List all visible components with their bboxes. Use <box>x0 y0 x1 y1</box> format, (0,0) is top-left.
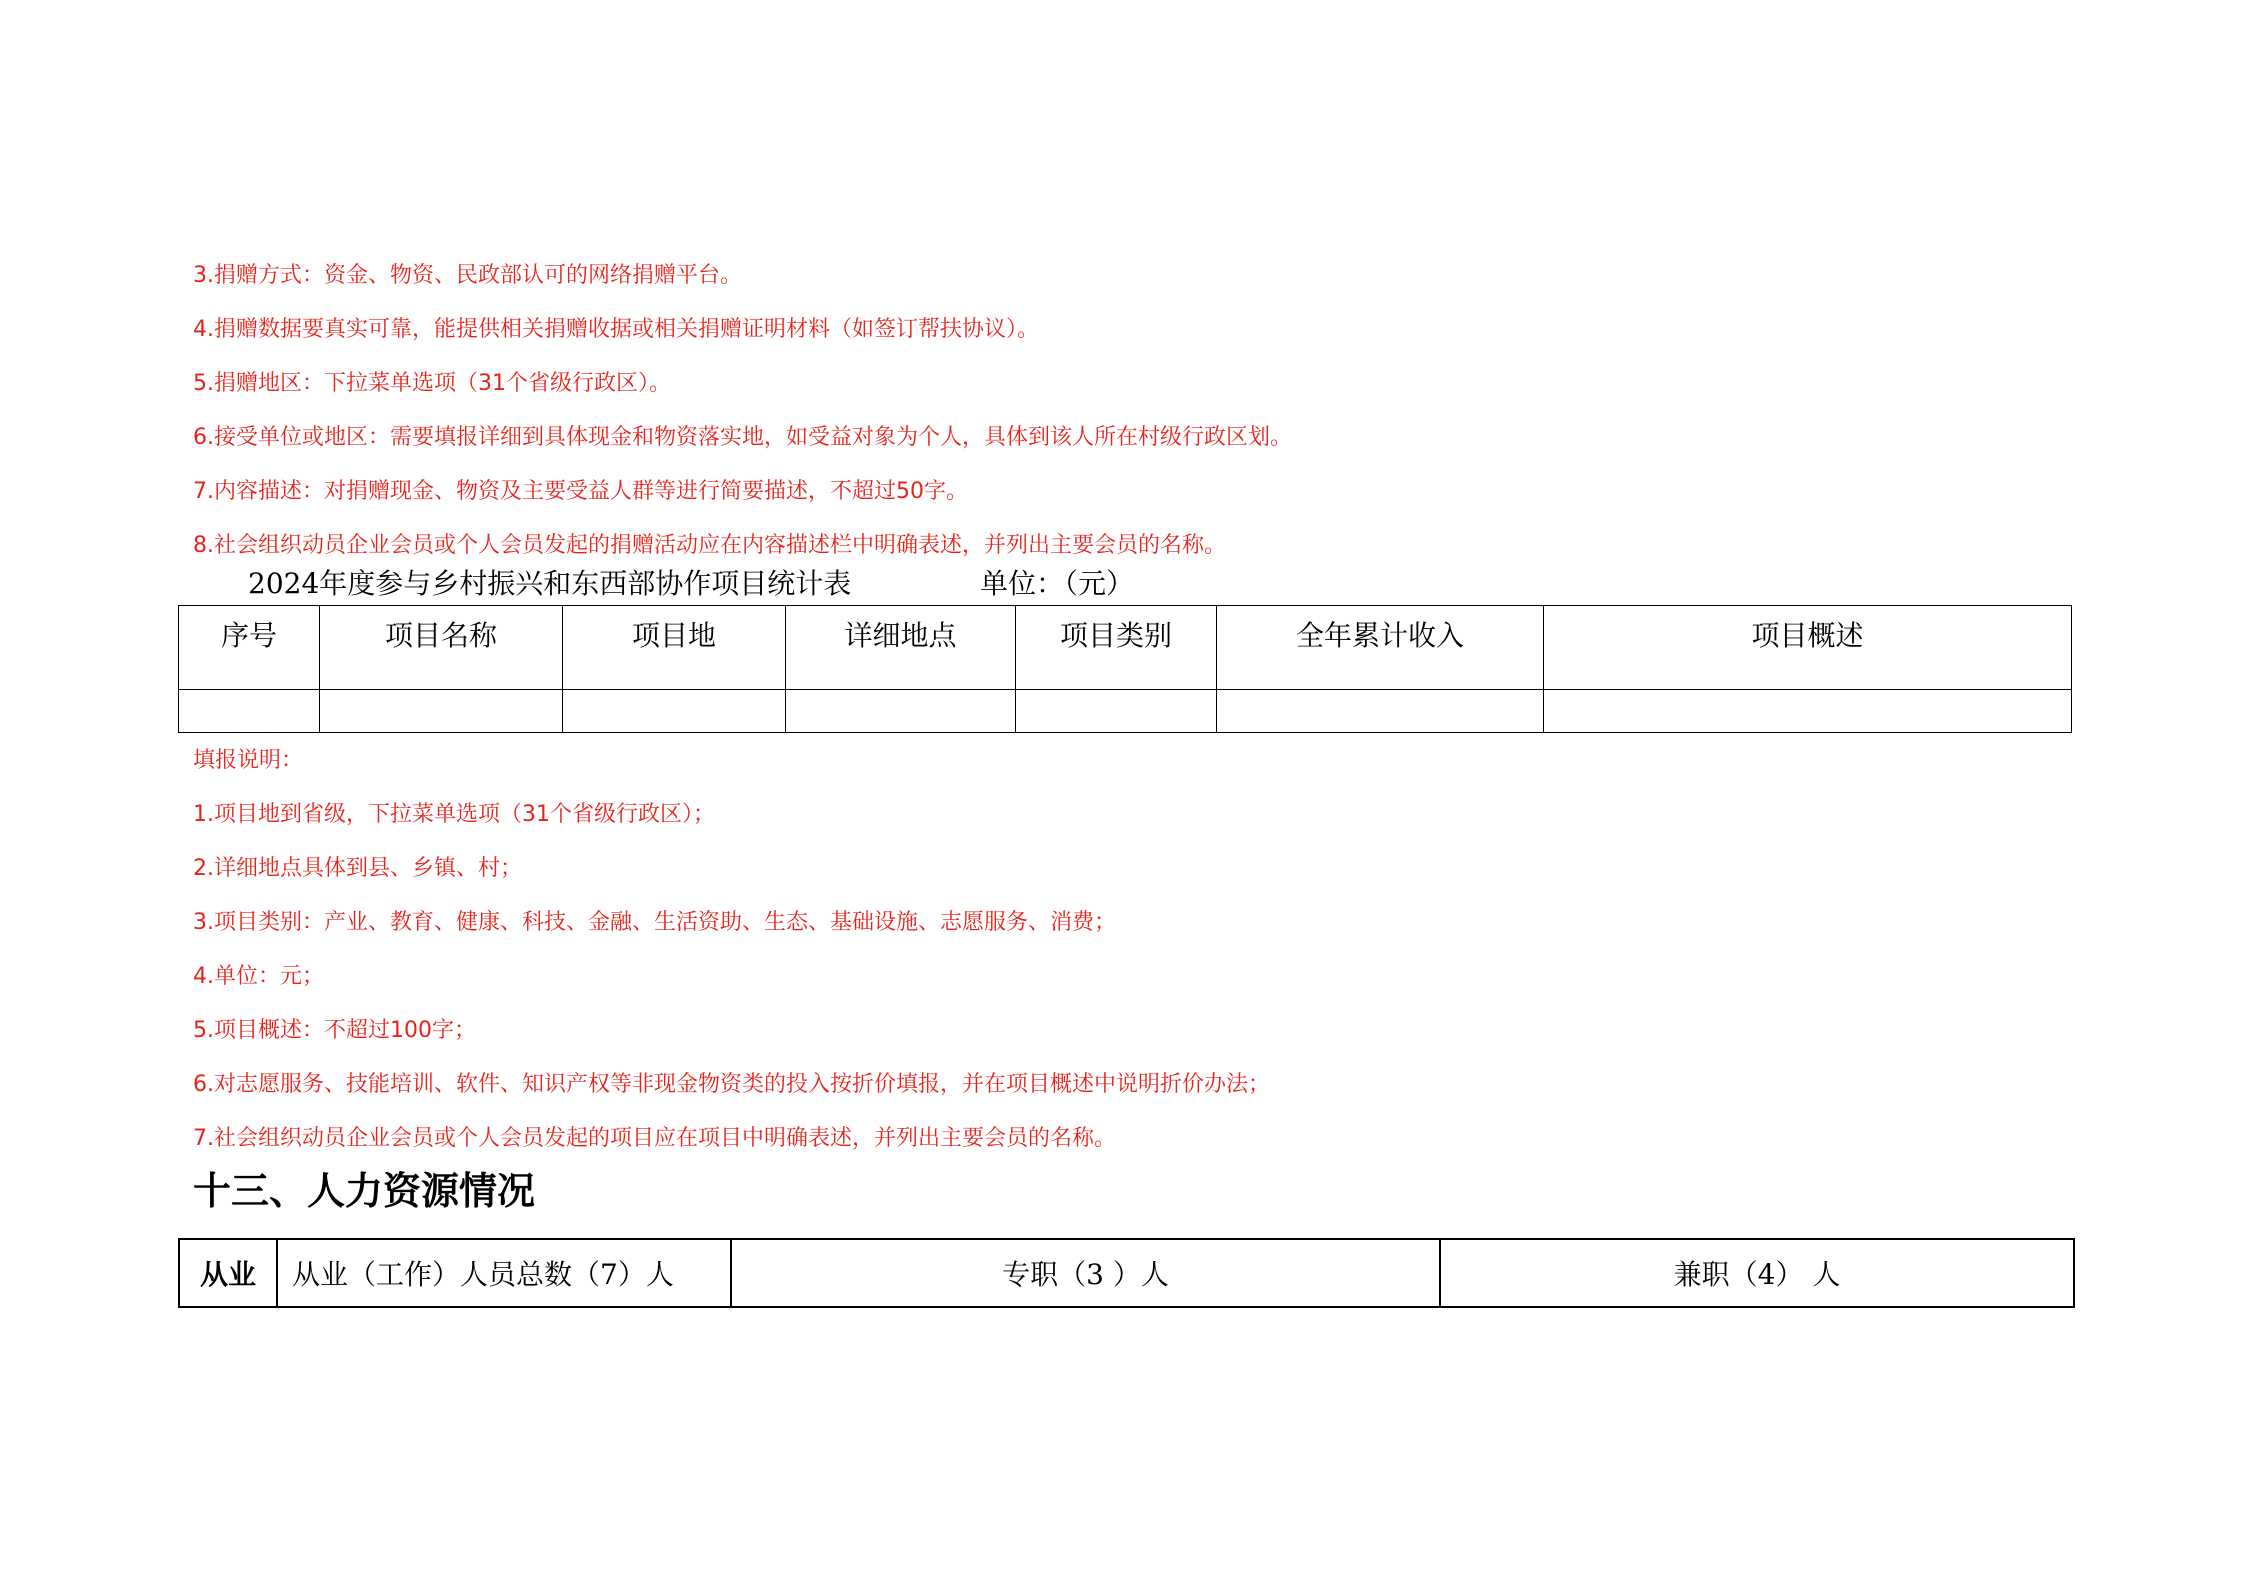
human-resources-table <box>178 1238 2075 1308</box>
project-table-title <box>248 567 1135 600</box>
table-cell[interactable] <box>563 690 786 733</box>
note-member-donation: 8.社会组织动员企业会员或个人会员发起的捐赠活动应在内容描述栏中明确表述，并列出主要会员的名称。 <box>193 533 1226 558</box>
section-heading-human-resources: 十三、人力资源情况 <box>193 1169 536 1213</box>
hr-category-label: 从业 <box>179 1239 277 1307</box>
table-cell[interactable] <box>179 690 320 733</box>
header-detailed-location: 详细地点 <box>786 606 1016 690</box>
project-table <box>178 605 2072 733</box>
project-table-header-row <box>179 606 2072 690</box>
header-annual-income: 全年累计收入 <box>1217 606 1544 690</box>
note-donation-method: 3.捐赠方式：资金、物资、民政部认可的网络捐赠平台。 <box>193 263 742 288</box>
note-unit: 4.单位：元； <box>193 964 324 989</box>
note-donation-data: 4.捐赠数据要真实可靠，能提供相关捐赠收据或相关捐赠证明材料（如签订帮扶协议）。 <box>193 317 1039 342</box>
note-project-category: 3.项目类别：产业、教育、健康、科技、金融、生活资助、生态、基础设施、志愿服务、消费； <box>193 910 1116 935</box>
note-content-description: 7.内容描述：对捐赠现金、物资及主要受益人群等进行简要描述，不超过50字。 <box>193 479 968 504</box>
note-recipient: 6.接受单位或地区：需要填报详细到具体现金和物资落实地，如受益对象为个人，具体到该人所在村级行政区划。 <box>193 425 1292 450</box>
note-detailed-location: 2.详细地点具体到县、乡镇、村； <box>193 856 522 881</box>
header-project-location: 项目地 <box>563 606 786 690</box>
table-cell[interactable] <box>786 690 1016 733</box>
table-row <box>179 690 2072 733</box>
header-project-category: 项目类别 <box>1016 606 1217 690</box>
table-cell[interactable] <box>1217 690 1544 733</box>
table-cell[interactable] <box>320 690 563 733</box>
header-project-name: 项目名称 <box>320 606 563 690</box>
header-project-overview: 项目概述 <box>1544 606 2072 690</box>
project-table-title-text: 2024年度参与乡村振兴和东西部协作项目统计表 <box>248 567 852 600</box>
note-donation-region: 5.捐赠地区：下拉菜单选项（31个省级行政区）。 <box>193 371 671 396</box>
table-cell[interactable] <box>1016 690 1217 733</box>
header-index: 序号 <box>179 606 320 690</box>
table-cell[interactable] <box>1544 690 2072 733</box>
note-project-overview: 5.项目概述：不超过100字； <box>193 1018 476 1043</box>
hr-parttime-staff: 兼职（4） 人 <box>1440 1239 2074 1307</box>
table-row <box>179 1239 2074 1307</box>
project-table-unit: 单位：（元） <box>980 567 1135 600</box>
note-project-location: 1.项目地到省级，下拉菜单选项（31个省级行政区）； <box>193 802 715 827</box>
hr-total-staff: 从业（工作）人员总数（7）人 <box>277 1239 731 1307</box>
note-fill-instructions-heading: 填报说明： <box>193 748 304 773</box>
note-non-cash: 6.对志愿服务、技能培训、软件、知识产权等非现金物资类的投入按折价填报，并在项目概述中说明折价办法； <box>193 1072 1270 1097</box>
hr-fulltime-staff: 专职（3 ）人 <box>731 1239 1440 1307</box>
note-member-project: 7.社会组织动员企业会员或个人会员发起的项目应在项目中明确表述，并列出主要会员的名称。 <box>193 1126 1116 1151</box>
